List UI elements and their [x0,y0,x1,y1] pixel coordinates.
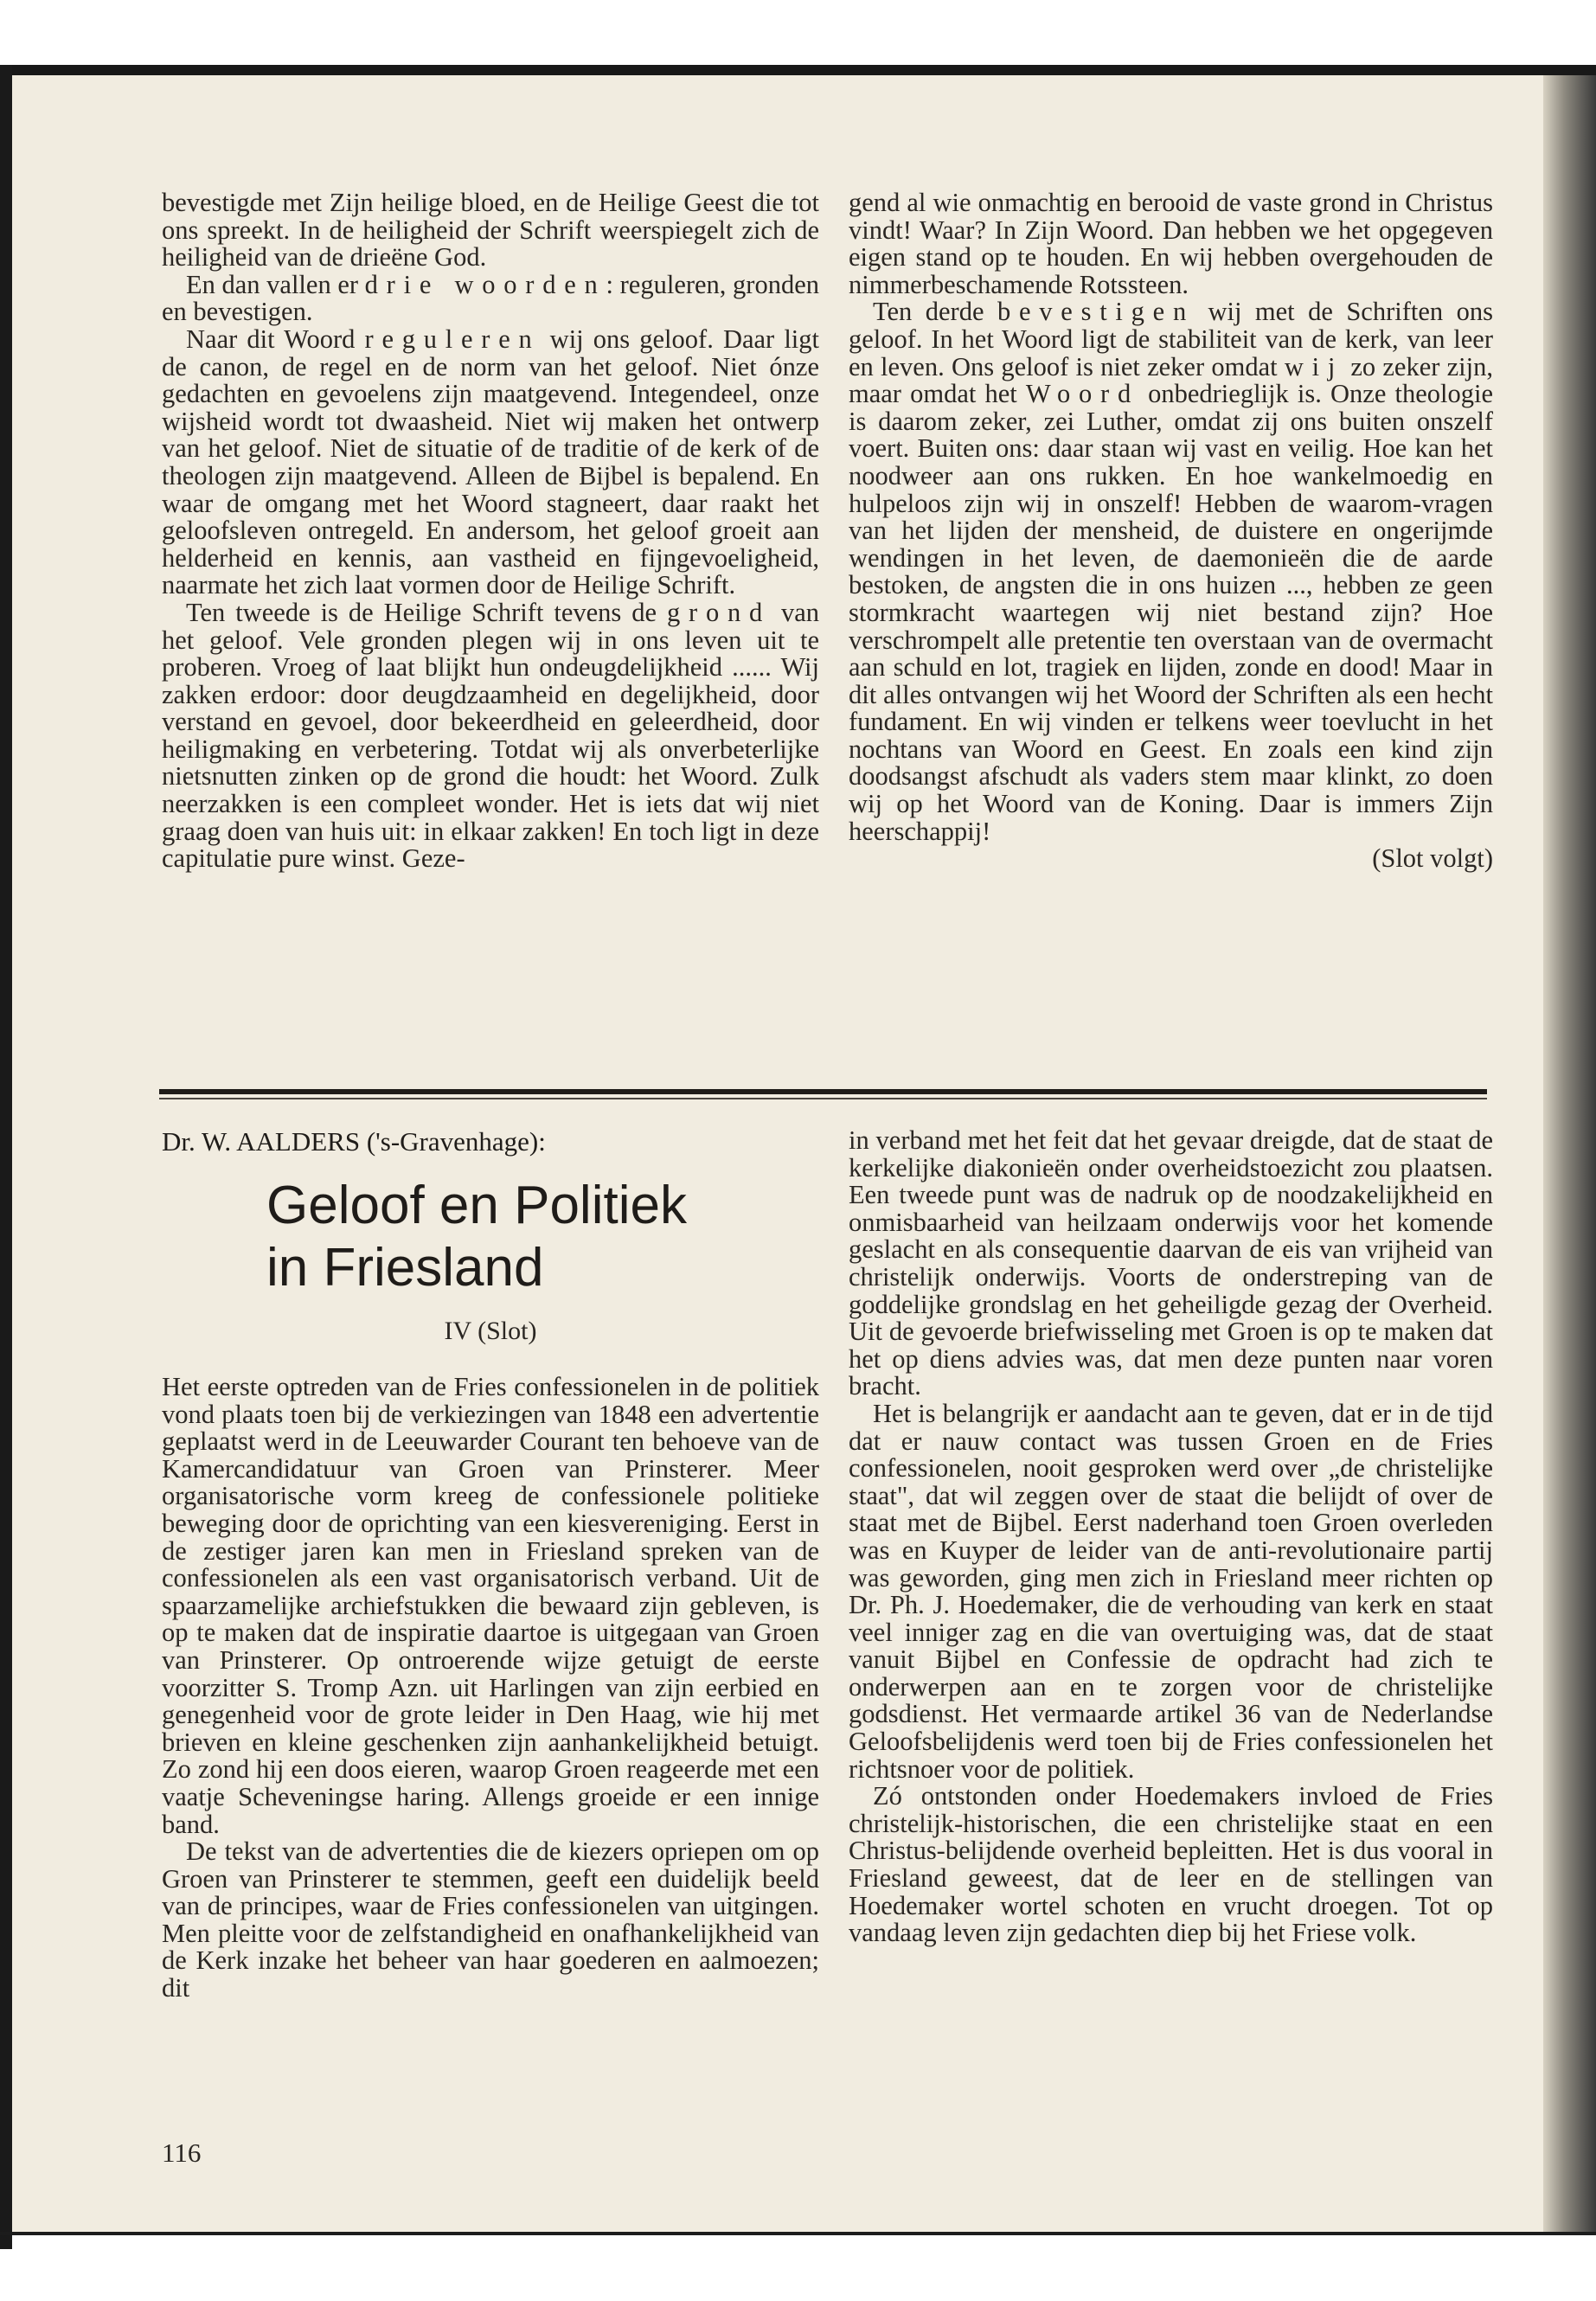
continued-note: (Slot volgt) [1372,843,1493,874]
spaced-emphasis: reguleren [364,324,541,354]
top-article-left-column [162,189,819,873]
text-run: Naar dit Woord [186,324,365,354]
section-divider-thin [159,1098,1487,1099]
article-byline: Dr. W. AALDERS ('s-Gravenhage): [162,1126,546,1157]
paragraph: in verband met het feit dat het gevaar dreigde, dat de staat de kerkelijke diakonieën onder overheidstoezicht zou plaatsen. Een tweede punt was de nadruk op de noodzakelijkheid en onmisbaarheid van heilzaam onderwijs voor het komende geslacht en als consequentie daarvan de eis van vrijheid van christelijk onderwijs. Voorts de onderstreping van de goddelijke grondslag en het geheiligde gezag der Overheid. Uit de gevoerde briefwisseling met Groen is op te maken dat het op diens advies was, dat men deze punten naar voren bracht. [849,1125,1493,1401]
paragraph: De tekst van de advertenties die de kiezers opriepen om op Groen van Prinsterer te stemmen, geeft een duidelijk beeld van de principes, waar de Fries confessionelen van uitgingen. Men pleitte voor de zelfstandigheid en onafhankelijkheid van de Kerk inzake het beheer van haar goederen en aalmoezen; dit [162,1836,819,2003]
paragraph [162,326,819,599]
article-title-line: in Friesland [266,1238,544,1298]
book-gutter [1543,75,1596,2232]
scan-left-edge [0,65,12,2249]
text-run: Ten derde [873,297,997,327]
paragraph: gend al wie onmachtig en berooid de vaste grond in Christus vindt! Waar? In Zijn Woord. Dan hebben we het opgegeven eigen stand op te houden. En wij hebben overgehouden de nimmerbeschamende Rotssteen. [849,188,1493,299]
spaced-emphasis: grond [667,597,771,627]
text-run: zo zeker zijn, maar omdat het [849,351,1493,409]
paragraph [849,298,1493,845]
scan-top-margin [0,0,1596,65]
spaced-emphasis: bevestigen [997,297,1195,327]
spaced-emphasis: Woord [1025,379,1139,409]
section-divider [159,1089,1487,1094]
paragraph: Het eerste optreden van de Fries confessionelen in de politiek vond plaats toen bij de verkiezingen van 1848 een advertentie geplaatst werd in de Leeuwarder Courant ten behoeve van de Kamercandidatuur van Groen van Prinsterer. Meer organisatorische vorm kreeg de confessionele politieke beweging door de oprichting van een kiesvereniging. Eerst in de zestiger jaren kan men in Friesland spreken van de confessionelen als een vast organisatorisch verband. Uit de spaarzamelijke archiefstukken die bewaard zijn gebleven, is op te maken dat de inspiratie daartoe is uitgegaan van Groen van Prinsterer. Op ontroerende wijze getuigt de eerste voorzitter S. Tromp Azn. uit Harlingen van zijn eerbied en genegenheid voor de grote leider in Den Haag, wie hij met brieven en kleine geschenken zijn aanhankelijkheid betuigt. Zo zond hij een doos eieren, waarop Groen reageerde met een vaatje Scheveningse haring. Allengs groeide er een innige band. [162,1372,819,1839]
text-run: onbedrieglijk is. Onze theologie is daarom zeker, zei Luther, omdat zij ons buiten onszelf voert. Buiten ons: daar staan wij vast en veilig. Hoe kan het noodweer aan ons rukken. En hoe wankelmoedig en hulpeloos zijn wij in onszelf! Hebben de waarom-vragen van het lijden der mensheid, de duistere en ongerijmde wendingen in het leven, de daemonieën die de aarde bestoken, de angsten die in ons huizen ..., hebben ze geen stormkracht waartegen wij niet bestand zijn? Hoe verschrompelt alle pretentie ten overstaan van de overmacht aan schuld en lot, tragiek en lijden, zonde en dood! Maar in dit alles ontvangen wij het Woord der Schriften als een hecht fundament. En wij vinden er telkens weer toevlucht in het nochtans van Woord en Geest. En zoals een kind zijn doodsangst afschudt als vaders stem maar klinkt, zo doen wij op het Woord van de Koning. Daar is immers Zijn heerschappij! [849,379,1494,846]
text-run: En dan vallen er [186,269,365,299]
text-run: wij met de Schriften ons geloof. In het Woord ligt de stabiliteit van de kerk, van leer en leven. Ons geloof is niet zeker omdat [849,297,1493,381]
text-run: wij ons geloof. Daar ligt de canon, de regel en de norm van het geloof. Niet ónze gedachten en gevoelens zijn maatgevend. Integendeel, onze wijsheid wordt tot dwaasheid. Niet wij maken het ontwerp van het geloof. Niet de situatie of de traditie of de kerk of de theologen zijn maatgevend. Alleen de Bijbel is bepalend. En waar de omgang met het Woord stagneert, daar raakt het geloofsleven ontregeld. En andersom, het geloof groeit aan helderheid en kennis, aan vastheid en fijngevoeligheid, naarmate het zich laat vormen door de Heilige Schrift. [162,324,819,600]
scan-top-edge [0,65,1596,75]
paragraph [162,599,819,873]
top-article-right-column [849,189,1493,873]
paragraph [162,269,819,327]
page-number: 116 [162,2138,202,2168]
spaced-emphasis: wij [1284,351,1344,381]
article-title-line: Geloof en Politiek [266,1176,687,1235]
paragraph: Zó ontstonden onder Hoedemakers invloed de Fries christelijk-historischen, die een christelijke staat en een Christus-belijdende overheid bepleitten. Het is dus vooral in Friesland geweest, dat de leer en de stellingen van Hoedemaker wortel schoten en vrucht droegen. Tot op vandaag leven zijn gedachten diep bij het Friese volk. [849,1781,1493,1948]
text-run: : reguleren, gronden en bevestigen. [162,269,819,327]
scan-bottom-edge [0,2232,1596,2235]
article-right-column [849,1127,1493,1947]
text-run: Ten tweede is de Heilige Schrift tevens de [186,597,668,627]
article-title [266,1175,820,1299]
spaced-emphasis: drie woorden [364,269,606,299]
paragraph: bevestigde met Zijn heilige bloed, en de Heilige Geest die tot ons spreekt. In de heiligheid der Schrift weerspiegelt zich de heiligheid van de drieëne God. [162,188,819,272]
article-left-column [162,1374,819,2003]
text-run: van het geloof. Vele gronden plegen wij in ons leven uit te proberen. Vroeg of laat blijkt hun ondeugdelijkheid ...... Wij zakken erdoor: door deugdzaamheid en degelijkheid, door verstand en gevoel, door bekeerdheid en geleerdheid, door heiligmaking en verbetering. Totdat wij als onverbeterlijke nietsnutten zinken op de grond die houdt: het Woord. Zulk neerzakken is een compleet wonder. Het is iets dat wij niet graag doen van huis uit: in elkaar zakken! En toch ligt in deze capitulatie pure winst. Geze- [162,597,819,874]
article-subtitle: IV (Slot) [444,1317,537,1345]
paragraph: Het is belangrijk er aandacht aan te geven, dat er in de tijd dat er nauw contact was tussen Groen en de Fries confessionelen, nooit gesproken werd over „de christelijke staat", dat wil zeggen over de staat die belijdt of over de staat met de Bijbel. Eerst naderhand toen Groen overleden was en Kuyper de leider van de anti-revolutionaire partij was geworden, ging men zich in Friesland meer richten op Dr. Ph. J. Hoedemaker, die de verhouding van kerk en staat veel inniger zag en die van overtuiging was, dat de staat vanuit Bijbel en Confessie de opdracht had zich te onderwerpen aan en te zorgen voor de christelijke godsdienst. Het vermaarde artikel 36 van de Nederlandse Geloofsbelijdenis werd toen bij de Fries confessionelen het richtsnoer voor de politiek. [849,1398,1493,1784]
